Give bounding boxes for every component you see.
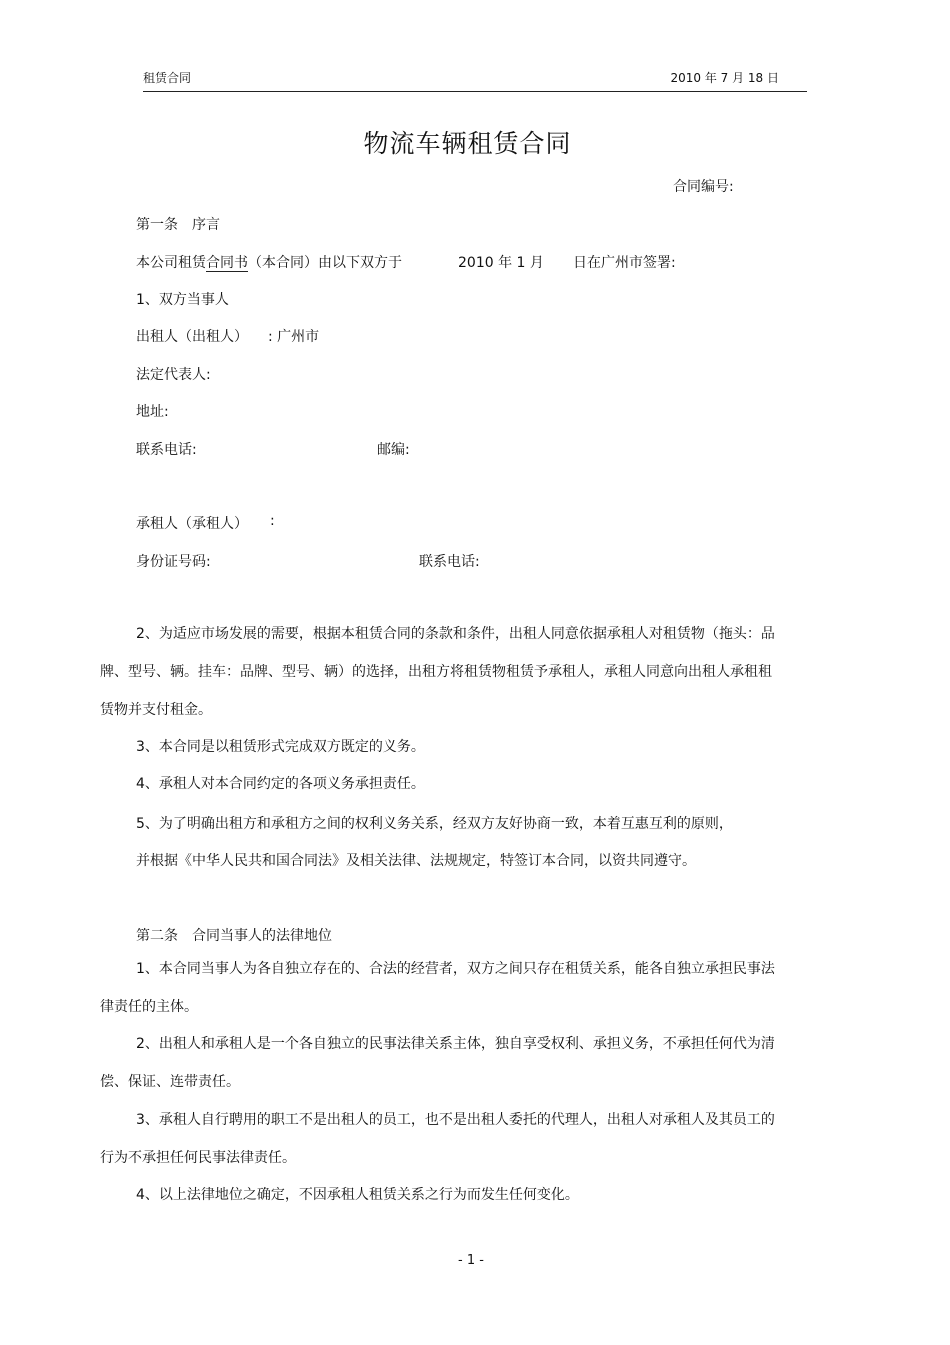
document-title: 物流车辆租赁合同 [363,129,572,158]
intro-date: 2010 年 1 月 [458,255,544,271]
intro-line [136,252,402,272]
intro-tail: 日在广州市签署: [573,255,676,271]
clause-5-line-1: 5、为了明确出租方和承租方之间的权利义务关系，经双方友好协商一致，本着互惠互利的原则， [136,816,733,832]
lessor-value: : 广州市 [268,329,320,345]
contract-number-label: 合同编号: [673,179,734,195]
article2-clause-2: 2、出租人和承租人是一个各自独立的民事法律关系主体，独自享受权利、承担义务，不承担任何代为清偿、保证、连带责任。 [100,1036,775,1090]
page-number: - 1 - [458,1253,484,1268]
postcode-label: 邮编: [377,442,410,458]
legal-representative: 法定代表人: [136,367,211,383]
lessor-label: 出租人（出租人） [136,329,248,345]
lessee-label: 承租人（承租人） [136,516,248,532]
intro-text-c: （本合同）由以下双方于 [248,255,402,271]
intro-text-a: 本公司租赁 [136,255,206,271]
running-header-date: 2010 年 7 月 18 日 [670,71,779,85]
clause-3-paragraph: 3、本合同是以租赁形式完成双方既定的义务。 [136,739,425,755]
article2-heading: 第二条 合同当事人的法律地位 [136,928,332,944]
clause-5-line-2: 并根据《中华人民共和国合同法》及相关法律、法规规定，特签订本合同，以资共同遵守。 [136,853,696,869]
article2-clause-3: 3、承租人自行聘用的职工不是出租人的员工，也不是出租人委托的代理人，出租人对承租人及其员工的行为不承担任何民事法律责任。 [100,1112,775,1166]
running-header-left: 租赁合同 [143,71,192,85]
clause-2-paragraph: 2、为适应市场发展的需要，根据本租赁合同的条款和条件，出租人同意依据承租人对租赁物（拖头：品牌、型号、辆。挂车：品牌、型号、辆）的选择，出租方将租赁物租赁予承租人，承租人同意向出租人承租租赁物并支付租金。 [100,626,775,718]
header-rule [143,91,807,92]
address-label: 地址: [136,404,169,420]
intro-contract-book: 合同书 [206,255,248,271]
lessor-phone-label: 联系电话: [136,442,197,458]
article2-clause-1: 1、本合同当事人为各自独立存在的、合法的经营者，双方之间只存在租赁关系，能各自独立承担民事法律责任的主体。 [100,961,775,1015]
article1-heading: 第一条 序言 [136,217,220,233]
clause-4-paragraph: 4、承租人对本合同约定的各项义务承担责任。 [136,776,425,792]
id-number-label: 身份证号码: [136,554,211,570]
article2-clause-4: 4、以上法律地位之确定，不因承租人租赁关系之行为而发生任何变化。 [136,1187,579,1203]
lessee-phone-label: 联系电话: [419,554,480,570]
item-parties: 1、双方当事人 [136,292,229,308]
lessee-value: : [270,513,275,529]
